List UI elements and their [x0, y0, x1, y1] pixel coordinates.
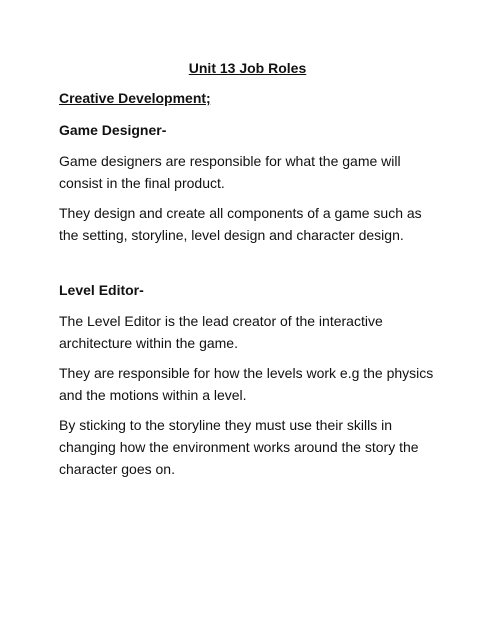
role-heading-level-editor: Level Editor- — [59, 282, 144, 298]
paragraph: They are responsible for how the levels work e.g the physics and the motions within a level. — [59, 365, 434, 403]
paragraph: Game designers are responsible for what the game will consist in the final product. — [59, 153, 401, 191]
paragraph: They design and create all components of a game such as the setting, storyline, level design and character design. — [59, 205, 422, 243]
paragraph: By sticking to the storyline they must use their skills in changing how the environment works around the story the character goes on. — [59, 417, 419, 477]
role-heading-game-designer: Game Designer- — [59, 122, 167, 138]
page-title: Unit 13 Job Roles — [188, 60, 307, 76]
paragraph: The Level Editor is the lead creator of the interactive architecture within the game. — [59, 313, 383, 351]
section-heading: Creative Development; — [59, 90, 211, 106]
document-body — [59, 88, 439, 480]
